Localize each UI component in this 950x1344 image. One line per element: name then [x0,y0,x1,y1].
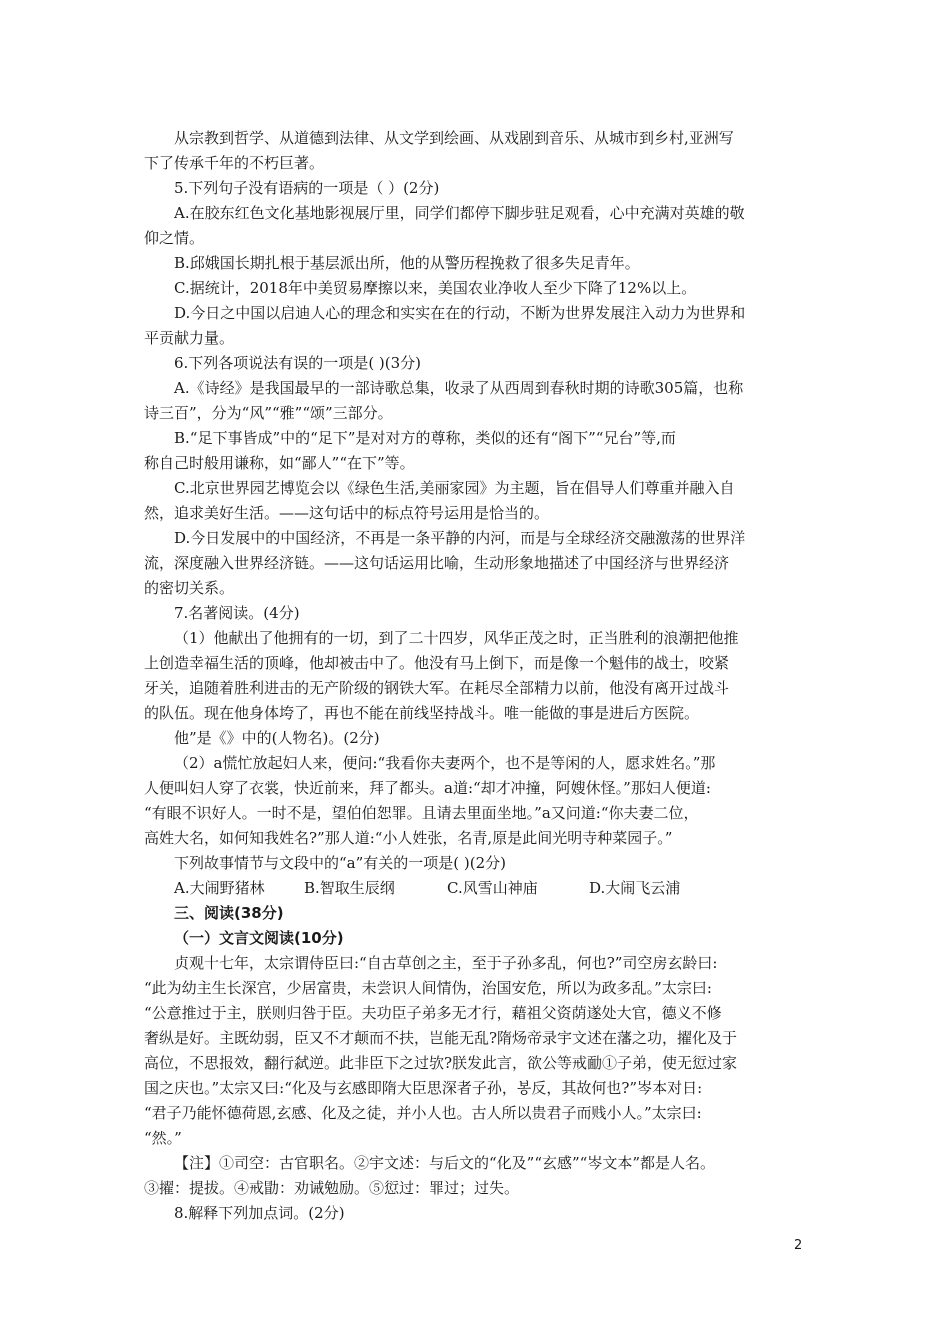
text-line: 的队伍。现在他身体垮了，再也不能在前线坚持战斗。唯一能做的事是进后方医院。 [144,704,700,722]
text-line: 高姓大名，如何知我姓名?”那人道:“小人姓张，名青,原是此间光明寺种菜园子。” [144,829,673,847]
option-b: B.“足下事皆成”中的“足下”是对对方的尊称，类似的还有“阁下”“兄台”等,而 [174,429,676,447]
text-line: 平贡献力量。 [144,329,235,347]
q7-part-1: （1）他献出了他拥有的一切，到了二十四岁，风华正茂之时，正当胜利的浪潮把他推 [174,629,739,647]
text-line: 诗三百”，分为“风”“雅”“颂”三部分。 [144,404,393,422]
question-5: 5.下列句子没有语病的一项是（ ）(2分) [174,179,440,197]
text-line: 仰之情。 [144,229,205,247]
text-line: 从宗教到哲学、从道德到法律、从文学到绘画、从戏剧到音乐、从城市到乡村,亚洲写 [174,129,734,147]
option-c: C.北京世界园艺博览会以《绿色生活,美丽家园》为主题，旨在倡导人们尊重并融入自 [174,479,735,497]
text-line: 上创造幸福生活的顶峰，他却被击中了。他没有马上倒下，而是像一个魁伟的战士，咬紧 [144,654,730,672]
passage-line: “此为幼主生长深宫，少居富贵，未尝识人间情伪，治国安危，所以为政多乱。”太宗曰: [144,979,712,997]
text-line: 下了传承千年的不朽巨著。 [144,154,325,172]
text-line: 牙关，追随着胜利进击的无产阶级的钢铁大军。在耗尽全部精力以前，他没有离开过战斗 [144,679,730,697]
text-line: 然，追求美好生活。——这句话中的标点符号运用是恰当的。 [144,504,550,522]
q7-option-b: B.智取生辰纲 [304,879,395,897]
text-line: “有眼不识好人。一时不是，望伯伯恕罪。且请去里面坐地。”a又问道:“你夫妻二位， [144,804,699,822]
q7-part-2: （2）a慌忙放起妇人来，便问:“我看你夫妻两个，也不是等闲的人，愿求姓名。”那 [174,754,716,772]
question-7: 7.名著阅读。(4分) [174,604,300,622]
option-c: C.据统计，2018年中美贸易摩擦以来，美国农业净收人至少下降了12%以上。 [174,279,697,297]
passage-line: “君子乃能怀德荷恩,玄感、化及之徒，并小人也。古人所以贵君子而贱小人。”太宗曰: [144,1104,702,1122]
q7-option-c: C.风雪山神庙 [447,879,538,897]
section-title: 三、阅读(38分) [174,904,284,922]
passage-line: 贞观十七年，太宗谓侍臣曰:“自古草创之主，至于子孙多乱，何也?”司空房玄龄曰: [174,954,718,972]
option-d: D.今日之中国以启迪人心的理念和实实在在的行动，不断为世界发展注入动力为世界和 [174,304,746,322]
option-a: A.在胶东红色文化基地影视展厅里，同学们都停下脚步驻足观看，心中充满对英雄的敬 [174,204,745,222]
option-a: A.《诗经》是我国最早的一部诗歌总集，收录了从西周到春秋时期的诗歌305篇，也称 [174,379,744,397]
passage-line: “公意推过于主，朕则归咎于臣。夫功臣子弟多无才行，藉祖父资荫遂处大官，德义不修 [144,1004,722,1022]
option-d: D.今日发展中的中国经济，不再是一条平静的内河，而是与全球经济交融激荡的世界洋 [174,529,746,547]
text-line: 的密切关系。 [144,579,235,597]
q7-option-d: D.大闹飞云浦 [589,879,681,897]
question-6: 6.下列各项说法有误的一项是( )(3分) [174,354,422,372]
passage-line: 奢纵是好。主既幼弱，臣又不才颠而不扶，岂能无乱?隋炀帝录宇文述在藩之功，擢化及于 [144,1029,738,1047]
passage-line: 高位，不思报效，翻行弑逆。此非臣下之过欤?朕发此言，欲公等戒勔①子弟，使无愆过家 [144,1054,738,1072]
question-8: 8.解释下列加点词。(2分) [174,1204,345,1222]
passage-line: 国之庆也。”太宗又曰:“化及与玄感即隋大臣思深者子孙，봉反，其故何也?”岑本对日: [144,1079,703,1097]
text-line: 他”是《》中的(人物名)。(2分) [174,729,380,747]
text-line: 人便叫妇人穿了衣裳，快近前来，拜了都头。a道:“却才冲撞，阿嫂休怪。”那妇人便道: [144,779,711,797]
page-number: 2 [794,1238,803,1253]
q7-option-a: A.大闹野猪林 [174,879,265,897]
text-line: 流，深度融入世界经济链。——这句话运用比喻，生动形象地描述了中国经济与世界经济 [144,554,730,572]
subsection-title: （一）文言文阅读(10分) [174,929,344,947]
text-line: 下列故事情节与文段中的“a”有关的一项是( )(2分) [174,854,507,872]
option-b: B.邱娥国长期扎根于基层派出所，他的从警历程挽救了很多失足青年。 [174,254,640,272]
passage-line: “然。” [144,1129,182,1147]
annotation-note: 【注】①司空：古官职名。②宇文述：与后文的“化及”“玄感”“岑文本”都是人名。 [174,1154,716,1172]
annotation-note: ③擢：提拔。④戒勖：劝诫勉励。⑤愆过：罪过；过失。 [144,1179,520,1197]
text-line: 称自己时般用谦称，如“鄙人”“在下”等。 [144,454,415,472]
